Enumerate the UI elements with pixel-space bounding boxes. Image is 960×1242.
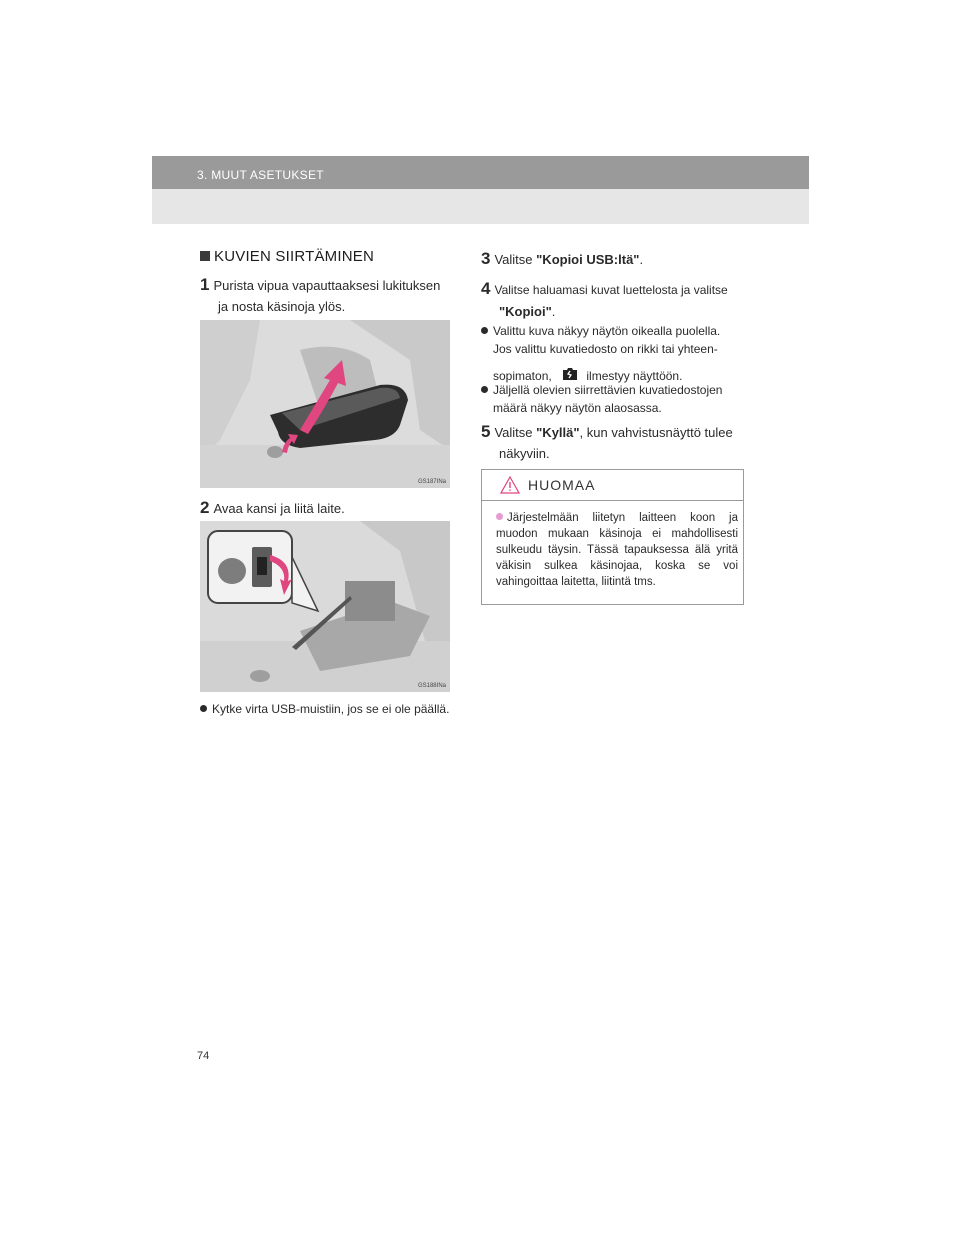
- section-header: 3. MUUT ASETUKSET: [197, 168, 324, 182]
- option-yes: "Kyllä": [536, 425, 580, 440]
- image-code: GS188INa: [417, 683, 446, 689]
- option-copy-from-usb: "Kopioi USB:ltä": [536, 252, 640, 267]
- notice-box: [481, 469, 744, 605]
- selected-image-note: Valittu kuva näkyy näytön oikealla puolella. Jos valittu kuvatiedosto on rikki tai yhteen- sopimaton, ilmestyy näyttöön.: [481, 322, 746, 385]
- step-number: 3: [481, 249, 491, 268]
- bullet-icon: [200, 705, 207, 712]
- step-text: Avaa kansi ja liitä laite.: [213, 501, 345, 516]
- broken-image-icon: [561, 366, 579, 382]
- option-copy: "Kopioi": [499, 304, 552, 319]
- square-bullet-icon: [200, 251, 210, 261]
- bullet-icon: [481, 386, 488, 393]
- step-1: [200, 274, 462, 317]
- armrest-photo: [200, 320, 450, 488]
- armrest-illustration: [200, 320, 450, 488]
- header-band: [152, 189, 809, 224]
- notice-title: HUOMAA: [528, 477, 596, 493]
- step-2: [200, 497, 462, 519]
- section-title: KUVIEN SIIRTÄMINEN: [200, 248, 374, 265]
- notice-header: [482, 470, 743, 501]
- step-3: 3 Valitse "Kopioi USB:ltä".: [481, 249, 644, 268]
- step-number: 4: [481, 279, 491, 298]
- step-5: 5 Valitse "Kyllä", kun vahvistusnäyttö tulee näkyviin.: [481, 422, 733, 461]
- step-number: 5: [481, 422, 491, 441]
- step-number: 2: [200, 498, 210, 517]
- step-text-cont: ja nosta käsinoja ylös.: [218, 299, 346, 314]
- bullet-icon: [496, 513, 503, 520]
- notice-text: Järjestelmään liitetyn laitteen koon ja muodon mukaan käsinoja ei mahdollisesti sulkeudu täysin. Tässä tapauksessa älä yritä väkisin sulkea käsinojaa, koska se voi vahingoittaa laitetta, liitintä tms.: [496, 512, 738, 588]
- usb-port-photo: [200, 521, 450, 692]
- step-text: Purista vipua vapauttaaksesi lukituksen: [213, 278, 441, 293]
- step-4: 4 Valitse haluamasi kuvat luettelosta ja valitse "Kopioi".: [481, 279, 728, 319]
- step-number: 1: [200, 275, 210, 294]
- usb-port-illustration: [200, 521, 450, 692]
- bullet-icon: [481, 327, 488, 334]
- warning-triangle-icon: [500, 476, 520, 494]
- usb-power-note: Kytke virta USB-muistiin, jos se ei ole päällä.: [200, 700, 470, 718]
- image-code: GS187INa: [417, 479, 446, 485]
- page-number: 74: [197, 1050, 210, 1062]
- remaining-files-note: Jäljellä olevien siirrettävien kuvatiedostojen määrä näkyy näytön alaosassa.: [481, 381, 746, 417]
